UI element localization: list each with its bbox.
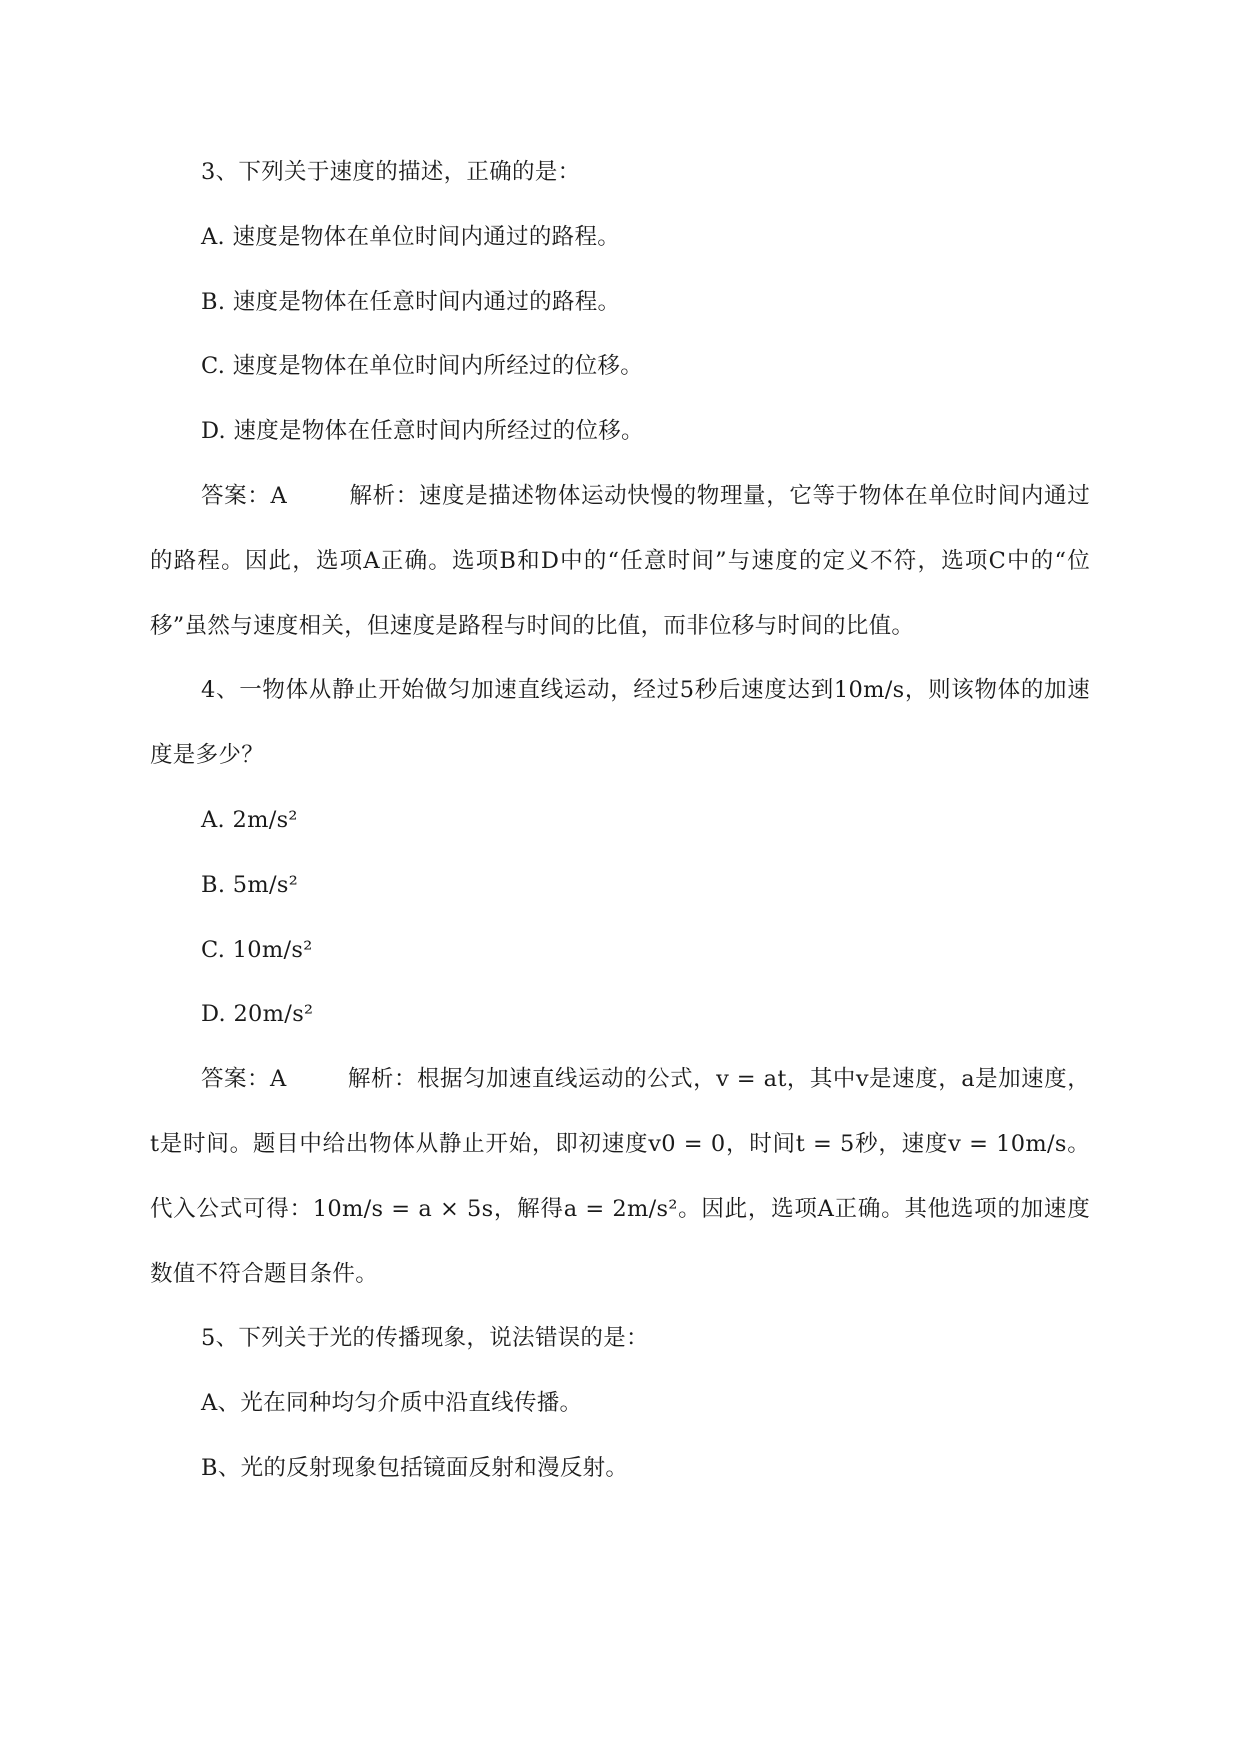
question-4-option-d: D. 20m/s² [201,1001,314,1028]
question-3-option-a: A. 速度是物体在单位时间内通过的路程。 [201,223,621,250]
question-5-option-a: A、光在同种均匀介质中沿直线传播。 [201,1390,583,1417]
question-3-answer: 答案：A 解析：速度是描述物体运动快慢的物理量，它等于物体在单位时间内通过的路程。因此，选项A正确。选项B和D中的“任意时间”与速度的定义不符，选项C中的“位移”虽然与速度相关，但速度是路程与时间的比值，而非位移与时间的比值。 [150,482,1090,639]
question-4-answer: 答案：A 解析：根据匀加速直线运动的公式，v = at，其中v是速度，a是加速度，t是时间。题目中给出物体从静止开始，即初速度v0 = 0，时间t = 5秒，速度v = 10m/s。代入公式可得：10m/s = a × 5s，解得a = 2m/s²。因此，选项A正确。其他选项的加速度数值不符合题目条件。 [150,1066,1090,1287]
question-5-stem: 5、下列关于光的传播现象，说法错误的是： [201,1325,649,1352]
document-body [150,140,1090,1501]
question-3-option-d: D. 速度是物体在任意时间内所经过的位移。 [201,418,644,445]
question-4-option-c: C. 10m/s² [201,936,313,963]
question-4-option-b: B. 5m/s² [201,871,299,898]
question-3-option-b: B. 速度是物体在任意时间内通过的路程。 [201,288,621,315]
question-4-stem: 4、一物体从静止开始做匀加速直线运动，经过5秒后速度达到10m/s，则该物体的加速度是多少？ [150,677,1090,769]
question-4-option-a: A. 2m/s² [201,806,298,833]
question-3-option-c: C. 速度是物体在单位时间内所经过的位移。 [201,353,644,380]
question-5-option-b: B、光的反射现象包括镜面反射和漫反射。 [201,1454,629,1481]
question-3-stem: 3、下列关于速度的描述，正确的是： [201,159,581,185]
